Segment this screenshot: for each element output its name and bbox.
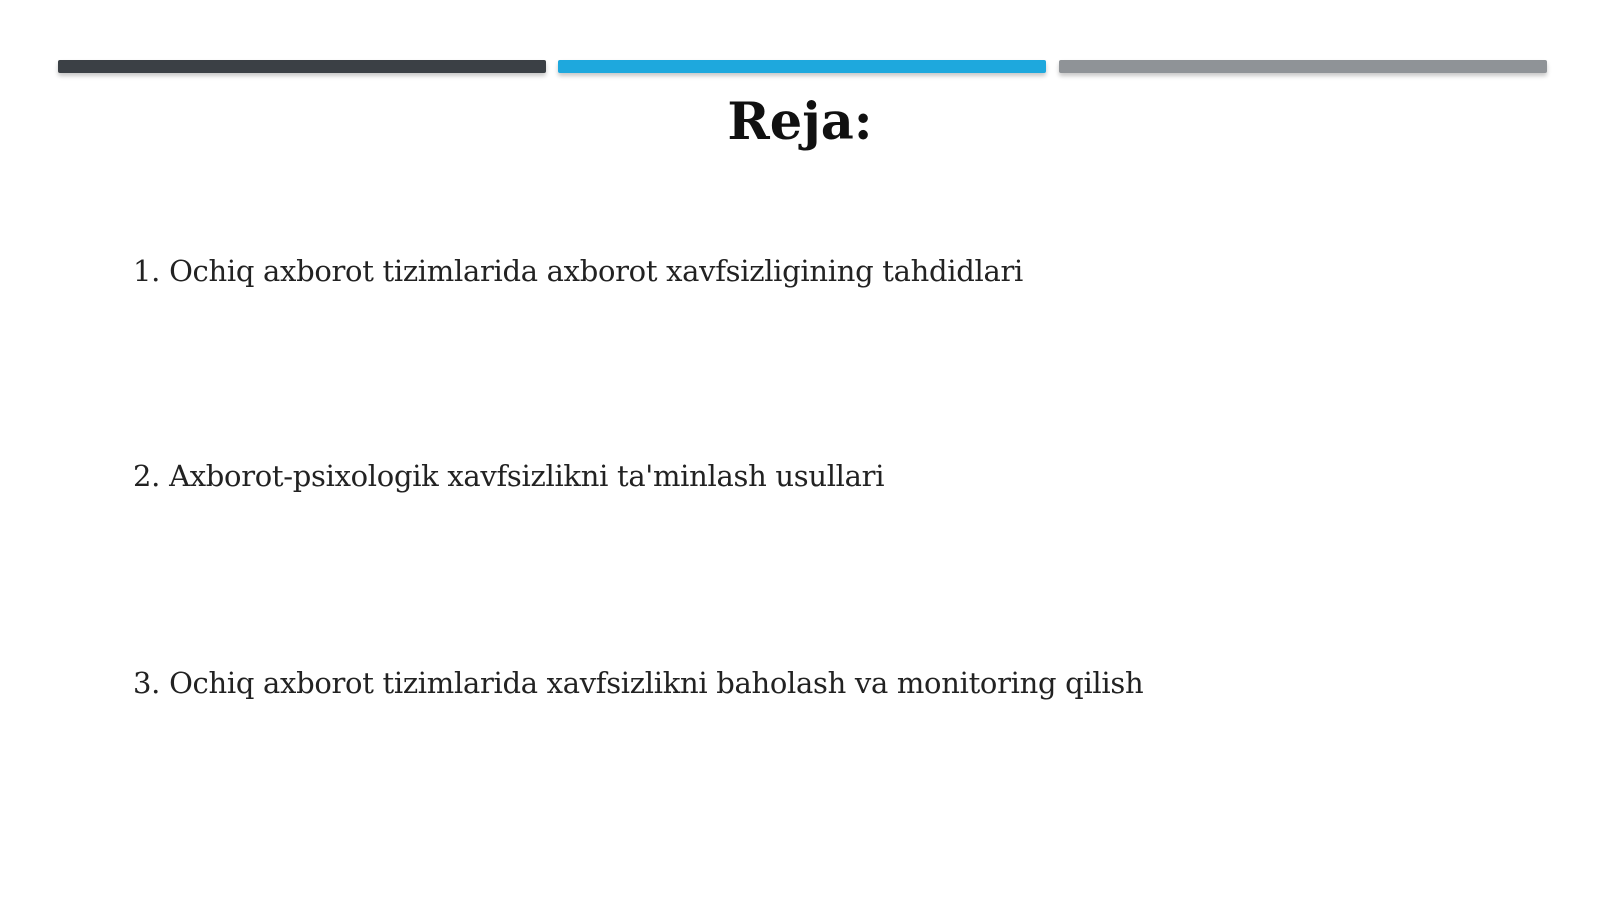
plan-item-text: Axborot-psixologik xavfsizlikni ta'minlash usullari xyxy=(169,459,885,493)
plan-item xyxy=(133,663,1143,703)
decorative-bar-blue xyxy=(558,60,1046,73)
plan-item xyxy=(133,251,1023,291)
slide-title: Reja: xyxy=(727,92,873,152)
decorative-bar-dark xyxy=(58,60,546,73)
decorative-bar-gray xyxy=(1059,60,1547,73)
plan-item-text: Ochiq axborot tizimlarida axborot xavfsizligining tahdidlari xyxy=(169,254,1024,288)
plan-item xyxy=(133,456,884,496)
plan-item-number: 3. xyxy=(133,666,161,700)
plan-item-text: Ochiq axborot tizimlarida xavfsizlikni baholash va monitoring qilish xyxy=(169,666,1144,700)
plan-item-number: 2. xyxy=(133,459,161,493)
plan-item-number: 1. xyxy=(133,254,161,288)
